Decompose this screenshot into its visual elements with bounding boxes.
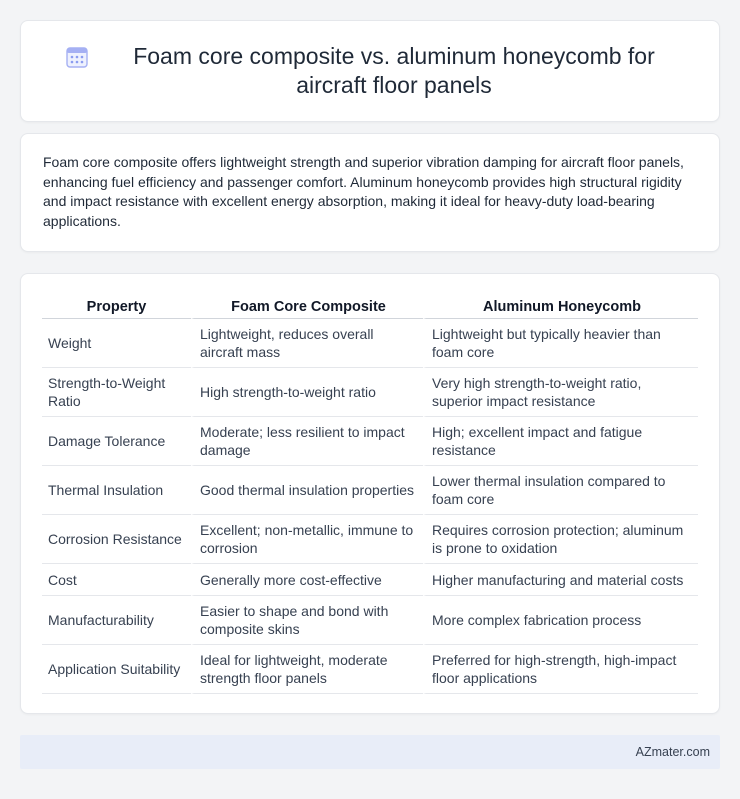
- row-foam-value: Lightweight, reduces overall aircraft mass: [191, 319, 423, 368]
- table-row: [42, 368, 698, 417]
- header-property: Property: [42, 294, 191, 319]
- row-property: Damage Tolerance: [42, 417, 191, 466]
- summary-card: [20, 133, 720, 252]
- row-property: Thermal Insulation: [42, 466, 191, 515]
- row-aluminum-value: Requires corrosion protection; aluminum is prone to oxidation: [423, 515, 698, 564]
- table-row: [42, 319, 698, 368]
- row-aluminum-value: Lower thermal insulation compared to foam core: [423, 466, 698, 515]
- table-row: [42, 417, 698, 466]
- row-foam-value: Easier to shape and bond with composite skins: [191, 596, 423, 645]
- comparison-table: [42, 294, 698, 694]
- row-property: Manufacturability: [42, 596, 191, 645]
- row-property: Weight: [42, 319, 191, 368]
- table-row: [42, 515, 698, 564]
- table-header-row: [42, 294, 698, 319]
- header-aluminum-honeycomb: Aluminum Honeycomb: [423, 294, 698, 319]
- header-foam-core: Foam Core Composite: [191, 294, 423, 319]
- row-foam-value: Generally more cost-effective: [191, 564, 423, 596]
- row-aluminum-value: Lightweight but typically heavier than foam core: [423, 319, 698, 368]
- title-card: [20, 20, 720, 122]
- row-aluminum-value: More complex fabrication process: [423, 596, 698, 645]
- row-foam-value: Excellent; non-metallic, immune to corrosion: [191, 515, 423, 564]
- table-row: [42, 596, 698, 645]
- row-aluminum-value: Higher manufacturing and material costs: [423, 564, 698, 596]
- row-foam-value: Moderate; less resilient to impact damage: [191, 417, 423, 466]
- table-row: [42, 466, 698, 515]
- row-foam-value: Good thermal insulation properties: [191, 466, 423, 515]
- row-aluminum-value: Very high strength-to-weight ratio, superior impact resistance: [423, 368, 698, 417]
- row-property: Corrosion Resistance: [42, 515, 191, 564]
- row-property: Cost: [42, 564, 191, 596]
- title-wrap: [50, 42, 690, 100]
- footer: [20, 735, 720, 769]
- footer-site-link[interactable]: AZmater.com: [635, 745, 710, 759]
- row-property: Strength-to-Weight Ratio: [42, 368, 191, 417]
- row-aluminum-value: Preferred for high-strength, high-impact floor applications: [423, 645, 698, 694]
- table-row: [42, 564, 698, 596]
- summary-text: Foam core composite offers lightweight strength and superior vibration damping for aircraft floor panels, enhancing fuel efficiency and passenger comfort. Aluminum honeycomb provides high structural rigidity and impact resistance with excellent energy absorption, making it ideal for heavy-duty load-bearing applications.: [43, 154, 684, 229]
- row-foam-value: High strength-to-weight ratio: [191, 368, 423, 417]
- row-foam-value: Ideal for lightweight, moderate strength floor panels: [191, 645, 423, 694]
- row-aluminum-value: High; excellent impact and fatigue resistance: [423, 417, 698, 466]
- table-row: [42, 645, 698, 694]
- page-title: Foam core composite vs. aluminum honeycomb for aircraft floor panels: [133, 43, 655, 98]
- row-property: Application Suitability: [42, 645, 191, 694]
- comparison-table-card: [20, 273, 720, 714]
- calendar-grid-icon: [66, 46, 88, 68]
